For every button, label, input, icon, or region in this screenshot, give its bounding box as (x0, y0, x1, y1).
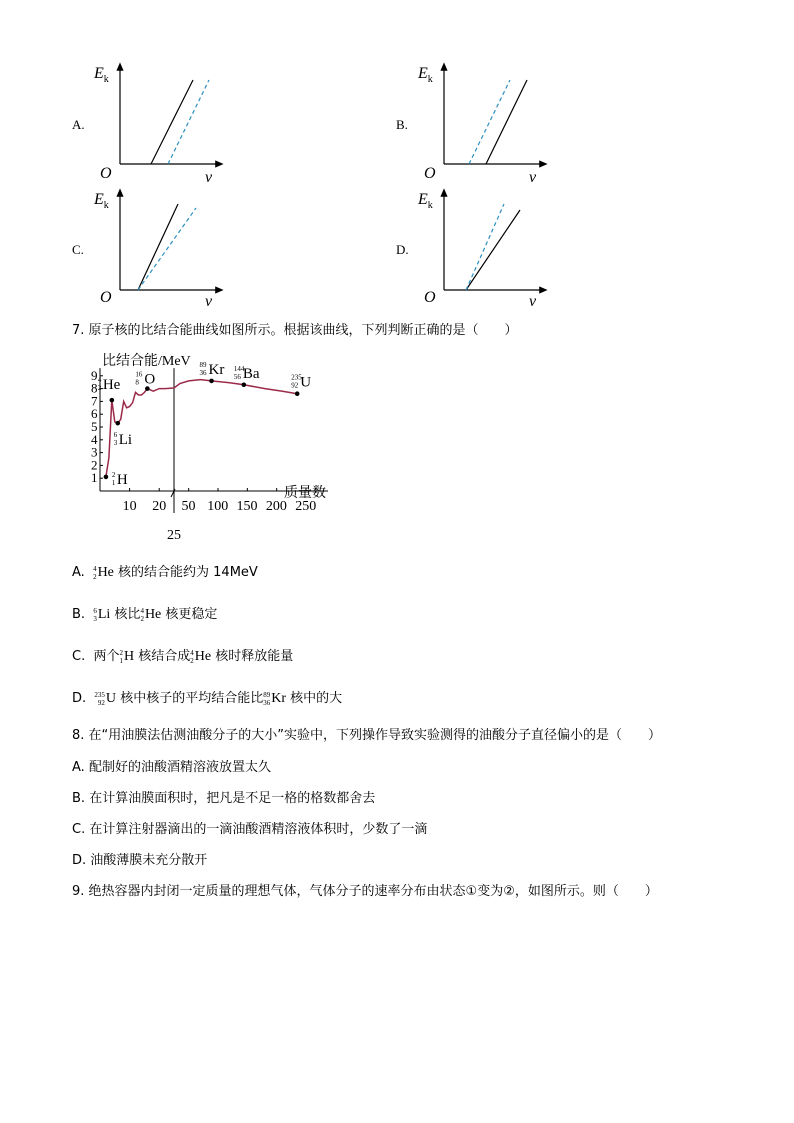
question-9-stem (72, 880, 658, 899)
atomic-number: 3 (113, 439, 118, 448)
data-point-he (110, 398, 115, 403)
element-symbol: H (116, 471, 128, 488)
atomic-number: 1 (111, 478, 116, 487)
y-tick-label: 3 (91, 444, 98, 460)
element-symbol: U (300, 374, 312, 391)
solid-line (466, 210, 520, 290)
mass-number: 4 (97, 376, 102, 385)
x-tick-label: 20 (152, 499, 167, 514)
q8-option-a[interactable] (72, 756, 271, 775)
nuclide-symbol: Li (97, 607, 111, 622)
x-tick-label: 100 (207, 499, 229, 514)
data-point-li (115, 421, 120, 426)
v-label: v (529, 169, 537, 186)
nuclide-li: 6 3 (93, 606, 97, 623)
graph-c (90, 184, 240, 314)
v-label: v (529, 293, 537, 310)
option-text: 核中的大 (290, 691, 343, 706)
nuclide-he: 4 2 (190, 648, 194, 665)
point-label-ba (234, 365, 260, 382)
y-axis-title: 比结合能/MeV (102, 354, 191, 369)
q7-option-a[interactable] (72, 561, 258, 581)
y-tick-label: 8 (91, 380, 98, 396)
point-label-o (135, 371, 155, 388)
option-d-label: D. (396, 242, 409, 257)
x-tick-label: 50 (181, 499, 196, 514)
mass-number: 2 (111, 470, 116, 479)
q7-option-b[interactable] (72, 603, 217, 623)
q8-option-d[interactable] (72, 849, 207, 868)
atomic-number: 8 (135, 378, 139, 387)
question-number: 7. (72, 323, 85, 338)
atomic-number: 56 (233, 372, 241, 381)
y-tick-label: 1 (91, 470, 98, 486)
q8-option-b[interactable] (72, 787, 375, 806)
y-tick-label: 7 (91, 393, 98, 409)
v-label: v (205, 169, 213, 186)
mass-number: 89 (199, 360, 207, 369)
binding-energy-chart (78, 345, 338, 545)
dashed-line (469, 80, 510, 164)
nuclide-symbol: H (124, 649, 135, 664)
option-c-label: C. (72, 242, 84, 257)
option-letter: B. (72, 791, 86, 806)
graph-d (414, 184, 564, 314)
option-text: 核比 (114, 607, 141, 622)
graph-a (90, 58, 240, 188)
mass-number: 144 (233, 364, 245, 373)
option-a-label: A. (72, 117, 85, 132)
nuclide-u: 235 92 (94, 690, 105, 707)
element-symbol: Kr (208, 361, 225, 378)
axis-break-label: 25 (167, 528, 181, 543)
dashed-line (466, 204, 504, 290)
x-tick-label: 150 (236, 499, 258, 514)
point-label-li (114, 431, 132, 448)
question-8-stem (72, 724, 661, 743)
atomic-number: 92 (291, 381, 299, 390)
nuclide-symbol: U (105, 691, 117, 706)
option-letter: D. (72, 853, 87, 868)
y-tick-label: 6 (91, 406, 98, 422)
option-text: 核时释放能量 (215, 649, 294, 664)
data-point-h (104, 475, 109, 480)
x-tick-label: 250 (295, 499, 317, 514)
dashed-line (168, 80, 209, 164)
nuclide-he: 4 2 (93, 564, 97, 581)
question-text: 原子核的比结合能曲线如图所示。根据该曲线，下列判断正确的是（ ） (88, 323, 518, 338)
nuclide-symbol: He (144, 607, 162, 622)
y-tick-label: 5 (91, 419, 98, 434)
x-tick-label: 200 (265, 499, 287, 514)
data-point-ba (242, 382, 247, 387)
solid-line (151, 80, 193, 164)
nuclide-symbol: He (194, 649, 212, 664)
solid-line (486, 80, 527, 164)
x-axis-title: 质量数 (284, 486, 326, 501)
mass-number: 235 (291, 373, 302, 382)
option-text: 配制好的油酸酒精溶液放置太久 (88, 760, 271, 775)
origin-label: O (100, 165, 112, 182)
ek-label: $E_k$ (94, 191, 109, 211)
question-7-stem (72, 319, 518, 338)
option-letter: C. (72, 822, 86, 837)
option-text: 核更稳定 (165, 607, 218, 622)
point-label-h (112, 471, 128, 488)
option-letter: B. (72, 607, 86, 622)
q7-option-c[interactable] (72, 645, 293, 665)
atomic-number: 36 (199, 368, 207, 377)
graph-b (414, 58, 564, 188)
option-text: 核中核子的平均结合能比 (120, 691, 264, 706)
q8-option-c[interactable] (72, 818, 427, 837)
question-number: 8. (72, 728, 85, 743)
question-text: 在“用油膜法估测油酸分子的大小”实验中，下列操作导致实验测得的油酸分子直径偏小的是（ ） (88, 728, 662, 743)
ek-label: $E_k$ (418, 65, 433, 85)
origin-label: O (424, 165, 436, 182)
option-letter: C. (72, 649, 86, 664)
point-label-he (98, 376, 121, 393)
option-text: 在计算注射器滴出的一滴油酸酒精溶液体积时，少数了一滴 (89, 822, 428, 837)
origin-label: O (424, 289, 436, 306)
option-b-label: B. (396, 117, 408, 132)
element-symbol: Li (118, 432, 133, 449)
element-symbol: He (102, 377, 121, 394)
point-label-u (291, 374, 311, 391)
option-letter: A. (72, 565, 85, 580)
ek-label: $E_k$ (94, 65, 109, 85)
nuclide-he: 4 2 (140, 606, 144, 623)
y-tick-label: 9 (91, 367, 98, 383)
option-text: 核结合成 (138, 649, 191, 664)
option-letter: D. (72, 691, 87, 706)
data-point-kr (209, 379, 214, 384)
point-label-kr (200, 361, 225, 378)
nuclide-kr: 89 36 (263, 690, 271, 707)
v-label: v (205, 293, 213, 310)
nuclide-h: 2 1 (119, 648, 123, 665)
data-point-u (295, 391, 300, 396)
q7-option-d[interactable] (72, 687, 342, 707)
x-tick-label: 10 (122, 499, 137, 514)
nuclide-symbol: He (97, 565, 114, 580)
question-text: 绝热容器内封闭一定质量的理想气体，气体分子的速率分布由状态①变为②，如图所示。则（ ） (88, 884, 658, 899)
mass-number: 6 (113, 431, 118, 440)
origin-label: O (100, 289, 112, 306)
y-tick-label: 2 (91, 457, 98, 473)
option-text: 核的结合能约为 14MeV (118, 565, 258, 580)
solid-line (138, 204, 178, 290)
y-tick-label: 4 (91, 431, 98, 447)
option-letter: A. (72, 760, 85, 775)
nuclide-symbol: Kr (271, 691, 286, 706)
option-text: 两个 (93, 649, 120, 664)
mass-number: 16 (135, 370, 143, 379)
element-symbol: Ba (242, 365, 260, 382)
ek-label: $E_k$ (418, 191, 433, 211)
option-text: 在计算油膜面积时，把凡是不足一格的格数都舍去 (89, 791, 376, 806)
atomic-number: 2 (97, 384, 102, 393)
question-number: 9. (72, 884, 85, 899)
binding-energy-curve (106, 380, 297, 477)
option-text: 油酸薄膜未充分散开 (90, 853, 208, 868)
element-symbol: O (144, 371, 156, 388)
dashed-line (138, 208, 196, 290)
